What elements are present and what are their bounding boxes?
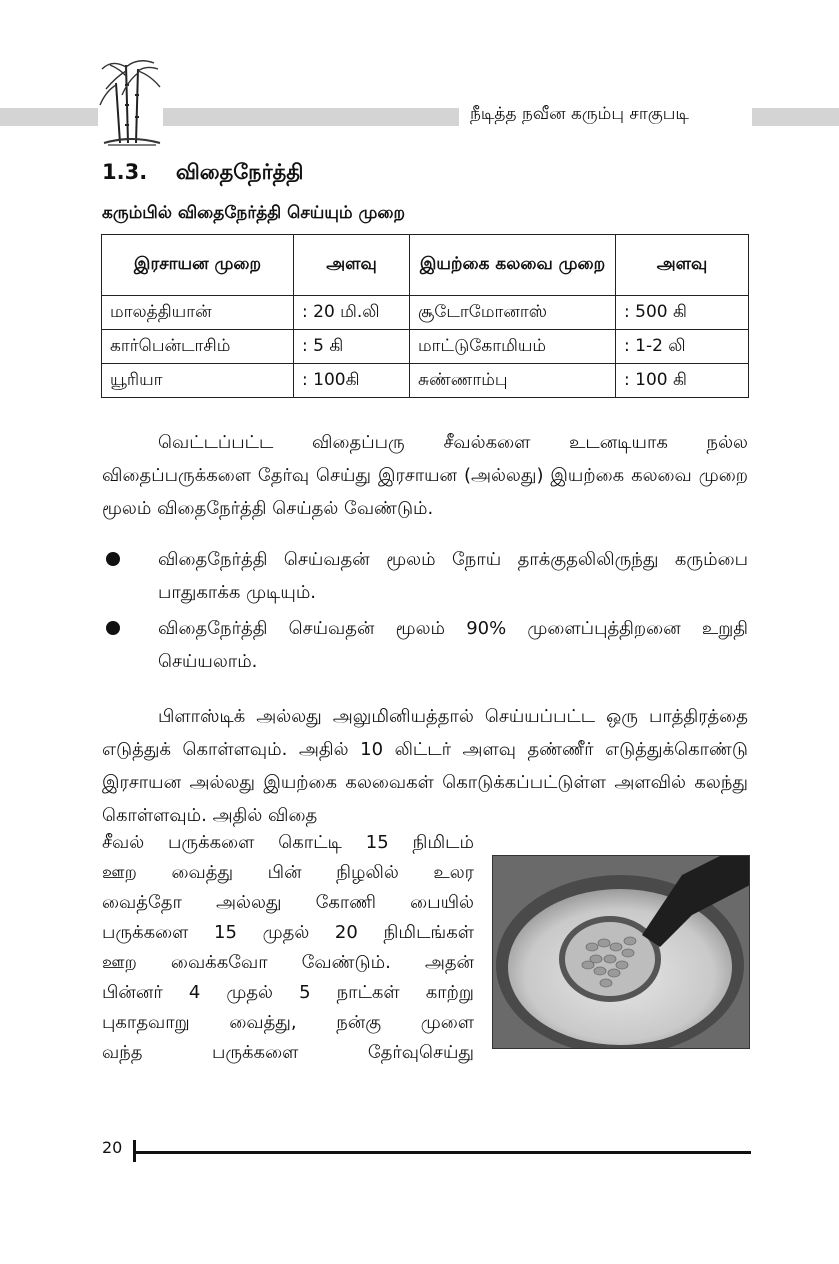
word: உலர <box>433 862 474 883</box>
word: 15 <box>365 832 389 853</box>
word: ஊற <box>102 862 137 883</box>
table-header-row <box>102 235 749 296</box>
table-cell: மாட்டுகோமியம் <box>410 330 616 364</box>
word: ஊற <box>102 952 137 973</box>
text-line <box>102 828 474 858</box>
table-cell: சுண்ணாம்பு <box>410 364 616 398</box>
word: நிமிடம் <box>412 832 474 853</box>
word: 4 <box>188 982 201 1003</box>
wrapped-paragraph <box>102 828 474 1068</box>
text-line <box>102 918 474 948</box>
word: சீவல் <box>102 832 145 853</box>
word: 15 <box>214 922 237 943</box>
word: வைத்து <box>171 862 234 883</box>
word: காற்று <box>425 982 474 1003</box>
text-line <box>102 1008 474 1038</box>
table-cell: கார்பென்டாசிம் <box>102 330 294 364</box>
word: வைக்கவோ <box>170 952 268 973</box>
header-band-middle <box>163 108 459 126</box>
table-cell: : 100 கி <box>616 364 749 398</box>
word: வைத்தோ <box>102 892 182 913</box>
word: கோணி <box>315 892 377 913</box>
table-title: கரும்பில் விதைநேர்த்தி செய்யும் முறை <box>102 203 406 223</box>
text-line <box>102 1038 474 1068</box>
table-header-cell: இயற்கை கலவை முறை <box>410 235 616 296</box>
table-row <box>102 364 749 398</box>
word: அல்லது <box>216 892 282 913</box>
table-cell: : 5 கி <box>294 330 410 364</box>
word: நிமிடங்கள் <box>383 922 474 943</box>
page-number: 20 <box>102 1138 123 1157</box>
bullet-item: விதைநேர்த்தி செய்வதன் மூலம் நோய் தாக்குதலிலிருந்து கரும்பை பாதுகாக்க முடியும். <box>158 549 748 603</box>
word: அதன் <box>424 952 474 973</box>
table-cell: : 500 கி <box>616 296 749 330</box>
text-line <box>102 858 474 888</box>
word: தேர்வுசெய்து <box>367 1042 474 1063</box>
word: வந்த <box>102 1042 143 1063</box>
seed-soaking-image-icon <box>492 855 750 1049</box>
table-row <box>102 296 749 330</box>
word: நாட்கள் <box>336 982 400 1003</box>
text-line <box>102 888 474 918</box>
word: முதல் <box>262 922 310 943</box>
table-cell: மாலத்தியான் <box>102 296 294 330</box>
seed-treatment-table <box>101 234 749 398</box>
table-row <box>102 330 749 364</box>
word: முளை <box>420 1012 474 1033</box>
word: பருக்களை <box>168 832 255 853</box>
section-heading <box>102 160 304 187</box>
section-number: 1.3. <box>102 160 148 184</box>
table-cell: யூரியா <box>102 364 294 398</box>
sugarcane-logo-icon <box>98 55 164 147</box>
seed-soaking-photo <box>492 855 750 1049</box>
word: நிழலில் <box>336 862 399 883</box>
table-cell: : 20 மி.லி <box>294 296 410 330</box>
bullet-icon <box>106 621 120 635</box>
table-cell: : 1-2 லி <box>616 330 749 364</box>
word: பின் <box>267 862 302 883</box>
intro-paragraph: வெட்டப்பட்ட விதைப்பரு சீவல்களை உடனடியாக நல்ல விதைப்பருக்களை தேர்வு செய்து இரசாயன (அல்லது) இயற்கை கலவை முறை மூலம் விதைநேர்த்தி செய்தல் வேண்டும். <box>102 432 748 519</box>
footer-rule <box>136 1151 751 1154</box>
word: 20 <box>334 922 358 943</box>
text-line <box>102 978 474 1008</box>
table-header-cell: இரசாயன முறை <box>102 235 294 296</box>
word: வைத்து, <box>229 1012 297 1033</box>
text-line <box>102 948 474 978</box>
header-band-right <box>752 108 839 126</box>
word: பருக்களை <box>211 1042 299 1063</box>
word: புகாதவாறு <box>102 1012 190 1033</box>
running-title: நீடித்த நவீன கரும்பு சாகுபடி <box>470 104 689 124</box>
word: நன்கு <box>336 1012 382 1033</box>
bullet-item: விதைநேர்த்தி செய்வதன் மூலம் 90% முளைப்புத்திறனை உறுதி செய்யலாம். <box>158 618 748 672</box>
table-header-cell: அளவு <box>616 235 749 296</box>
section-title: விதைநேர்த்தி <box>175 160 304 184</box>
word: முதல் <box>226 982 273 1003</box>
word: பின்னர் <box>102 982 163 1003</box>
table-cell: சூடோமோனாஸ் <box>410 296 616 330</box>
table-cell: : 100கி <box>294 364 410 398</box>
word: 5 <box>299 982 311 1003</box>
word: பையில் <box>410 892 474 913</box>
table-header-cell: அளவு <box>294 235 410 296</box>
bullet-icon <box>106 552 120 566</box>
header-band-left <box>0 108 98 126</box>
word: வேண்டும். <box>301 952 391 973</box>
word: கொட்டி <box>278 832 342 853</box>
method-paragraph: பிளாஸ்டிக் அல்லது அலுமினியத்தால் செய்யப்பட்ட ஒரு பாத்திரத்தை எடுத்துக் கொள்ளவும். அதில் 10 லிட்டர் அளவு தண்ணீர் எடுத்துக்கொண்டு இரசாயன அல்லது இயற்கை கலவைகள் கொடுக்கப்பட்டுள்ள அளவில் கலந்து கொள்ளவும். அதில் விதை <box>102 706 748 826</box>
word: பருக்களை <box>102 922 189 943</box>
